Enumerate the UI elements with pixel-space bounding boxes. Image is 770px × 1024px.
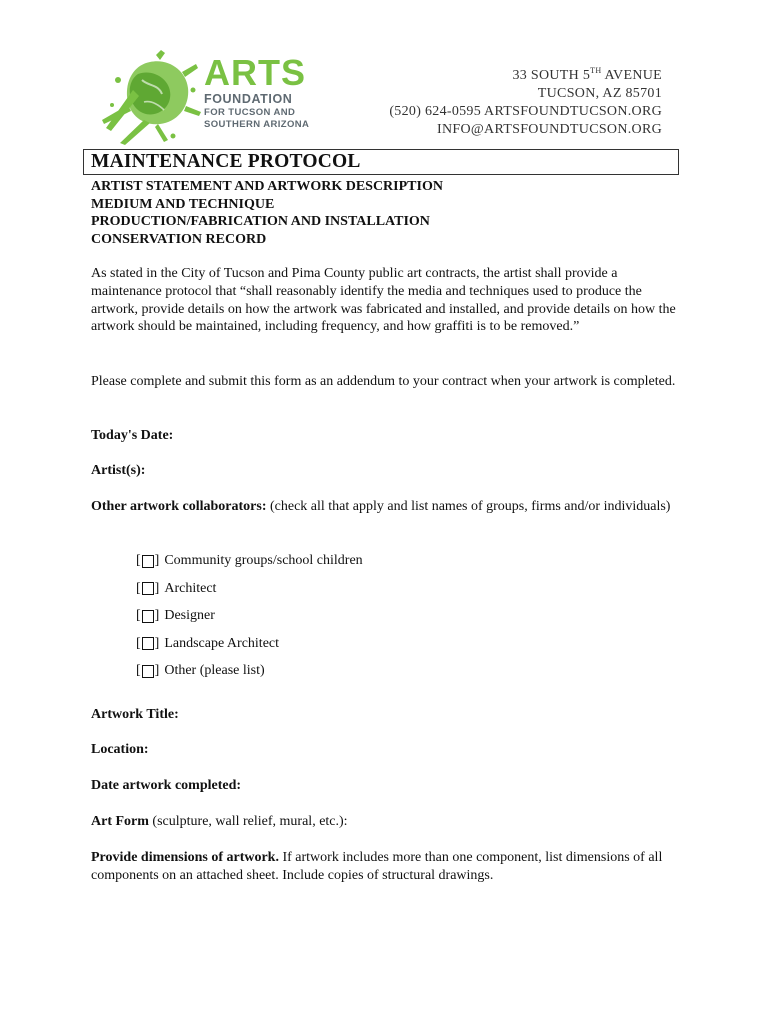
checkbox-icon[interactable]: [ ] bbox=[136, 663, 160, 678]
collaborators-field bbox=[91, 498, 681, 516]
checkbox-designer[interactable] bbox=[136, 607, 363, 635]
page-title: MAINTENANCE PROTOCOL bbox=[91, 151, 361, 172]
address-phone-web: (520) 624-0595 ARTSFOUNDTUCSON.ORG bbox=[389, 104, 662, 119]
checkbox-label: Architect bbox=[164, 580, 217, 596]
checkbox-architect[interactable] bbox=[136, 580, 363, 608]
collaborator-checkbox-list bbox=[136, 552, 363, 690]
section-heading-artist-statement: ARTIST STATEMENT AND ARTWORK DESCRIPTION bbox=[91, 179, 443, 194]
logo-wordmark bbox=[204, 52, 310, 131]
checkbox-icon[interactable]: [ ] bbox=[136, 553, 160, 568]
date-completed-label: Date artwork completed: bbox=[91, 778, 242, 793]
collaborators-note: (check all that apply and list names of groups, firms and/or individuals) bbox=[266, 499, 671, 514]
date-completed-field[interactable] bbox=[91, 777, 681, 795]
checkbox-label: Designer bbox=[164, 608, 215, 623]
checkbox-icon[interactable]: [ ] bbox=[136, 635, 160, 651]
contact-address-block bbox=[389, 62, 662, 139]
section-heading-conservation: CONSERVATION RECORD bbox=[91, 231, 267, 247]
logo-arts-text: ARTS bbox=[204, 52, 306, 93]
collaborators-label: Other artwork collaborators: bbox=[91, 499, 267, 514]
logo-foundation-text: FOUNDATION bbox=[204, 92, 293, 106]
artists-label: Artist(s): bbox=[91, 463, 146, 478]
location-label: Location: bbox=[91, 742, 149, 757]
address-email: INFO@ARTSFOUNDTUCSON.ORG bbox=[437, 122, 662, 137]
street-number: 33 SOUTH 5 bbox=[512, 68, 591, 83]
artists-field[interactable] bbox=[91, 462, 681, 480]
green-brush-logo-icon bbox=[98, 50, 203, 145]
logo-subtitle-line2: SOUTHERN ARIZONA bbox=[204, 119, 310, 130]
section-heading-production: PRODUCTION/FABRICATION AND INSTALLATION bbox=[91, 214, 430, 229]
section-heading-medium: MEDIUM AND TECHNIQUE bbox=[91, 196, 275, 212]
checkbox-icon[interactable]: [ ] bbox=[136, 608, 160, 623]
arts-foundation-logo bbox=[98, 50, 318, 145]
address-city: TUCSON, AZ 85701 bbox=[537, 86, 662, 101]
checkbox-label: Community groups/school children bbox=[164, 553, 363, 568]
street-name: AVENUE bbox=[601, 68, 662, 83]
art-form-note: (sculpture, wall relief, mural, etc.): bbox=[148, 814, 348, 829]
location-field[interactable] bbox=[91, 741, 681, 759]
logo-subtitle-line1: FOR TUCSON AND bbox=[204, 107, 296, 118]
checkbox-label: Landscape Architect bbox=[164, 635, 280, 651]
checkbox-landscape-architect[interactable] bbox=[136, 635, 363, 663]
art-form-field[interactable] bbox=[91, 813, 681, 831]
title-box bbox=[83, 149, 679, 175]
dimensions-note: If artwork includes more than one component, list dimensions of all components on an attached sheet. Include copies of structural drawings. bbox=[91, 850, 663, 883]
todays-date-field[interactable] bbox=[91, 427, 681, 445]
artwork-title-field[interactable] bbox=[91, 706, 681, 724]
instructions-paragraph: Please complete and submit this form as an addendum to your contract when your artwork is completed. bbox=[91, 374, 676, 389]
intro-paragraph: As stated in the City of Tucson and Pima County public art contracts, the artist shall provide a maintenance protocol that “shall reasonably identify the media and techniques used to produce the artwork, provide details on how the artwork was fabricated and installed, and provide details on how the artwork should be maintained, including frequency, and how graffiti is to be removed.” bbox=[91, 266, 676, 335]
art-form-label: Art Form bbox=[91, 814, 149, 829]
dimensions-label: Provide dimensions of artwork. bbox=[91, 850, 279, 865]
todays-date-label: Today's Date: bbox=[91, 428, 174, 443]
artwork-title-label: Artwork Title: bbox=[91, 707, 179, 722]
section-headings bbox=[91, 178, 443, 248]
checkbox-other[interactable] bbox=[136, 662, 363, 690]
checkbox-label: Other (please list) bbox=[164, 663, 265, 678]
dimensions-field[interactable] bbox=[91, 849, 681, 885]
address-street bbox=[389, 62, 662, 85]
checkbox-icon[interactable]: [ ] bbox=[136, 580, 160, 596]
street-ordinal: TH bbox=[590, 66, 602, 75]
checkbox-community-groups[interactable] bbox=[136, 552, 363, 580]
